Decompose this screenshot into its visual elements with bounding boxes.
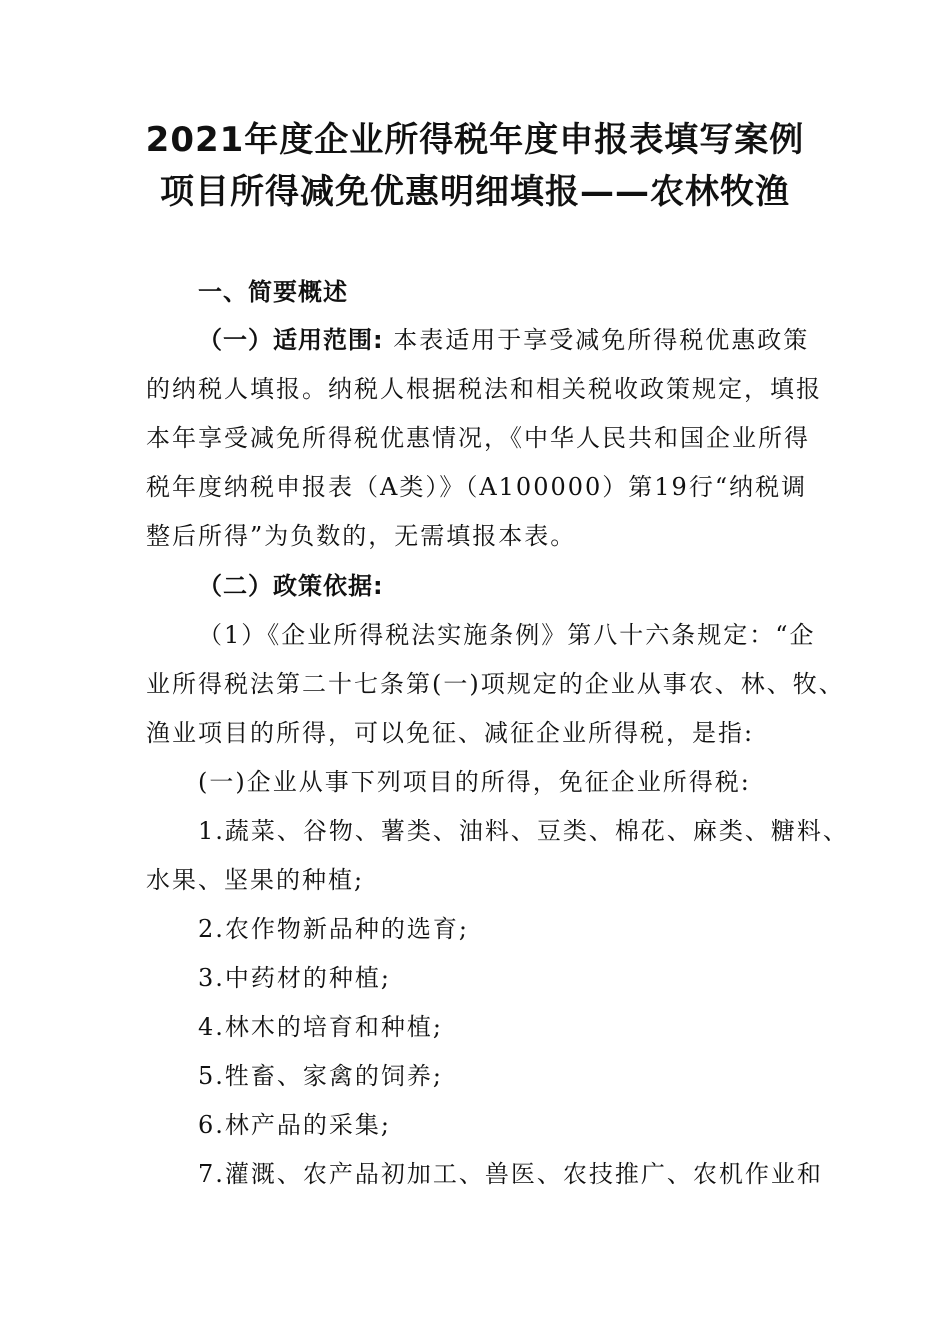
scope-paragraph-line: 整后所得”为负数的，无需填报本表。 [146,522,577,550]
document-title-line-1: 2021年度企业所得税年度申报表填写案例 [145,120,805,160]
scope-paragraph-first-line [198,324,818,356]
basis-label: （二）政策依据: [198,572,384,600]
list-item-1: 1.蔬菜、谷物、薯类、油料、豆类、棉花、麻类、糖料、 [198,817,849,845]
scope-paragraph-line: 的纳税人填报。纳税人根据税法和相关税收政策规定，填报 [146,375,822,403]
list-item-4: 4.林木的培育和种植; [198,1013,443,1041]
scope-paragraph-line: 税年度纳税申报表（A类）》（A100000）第19行“纳税调 [146,473,808,501]
basis-paragraph-line: (一)企业从事下列项目的所得，免征企业所得税: [198,768,751,796]
section-heading-overview: 一、简要概述 [198,278,348,306]
basis-paragraph-line: 业所得税法第二十七条第(一)项规定的企业从事农、林、牧、 [146,670,845,698]
basis-paragraph-line: （1）《企业所得税法实施条例》第八十六条规定：“企 [198,621,816,649]
list-item-3: 3.中药材的种植; [198,964,391,992]
list-item-6: 6.林产品的采集; [198,1111,391,1139]
list-item-2: 2.农作物新品种的选育; [198,915,469,943]
list-item-1-continuation: 水果、坚果的种植; [146,866,365,894]
list-item-7: 7.灌溉、农产品初加工、兽医、农技推广、农机作业和 [198,1160,823,1188]
scope-label: （一）适用范围: [198,326,384,354]
list-item-5: 5.牲畜、家禽的饲养; [198,1062,443,1090]
scope-text: 本表适用于享受减免所得税优惠政策 [393,326,810,354]
basis-paragraph-line: 渔业项目的所得，可以免征、减征企业所得税，是指: [146,719,755,747]
document-title-line-2: 项目所得减免优惠明细填报——农林牧渔 [160,172,790,212]
scope-paragraph-line: 本年享受减免所得税优惠情况，《中华人民共和国企业所得 [146,424,810,452]
